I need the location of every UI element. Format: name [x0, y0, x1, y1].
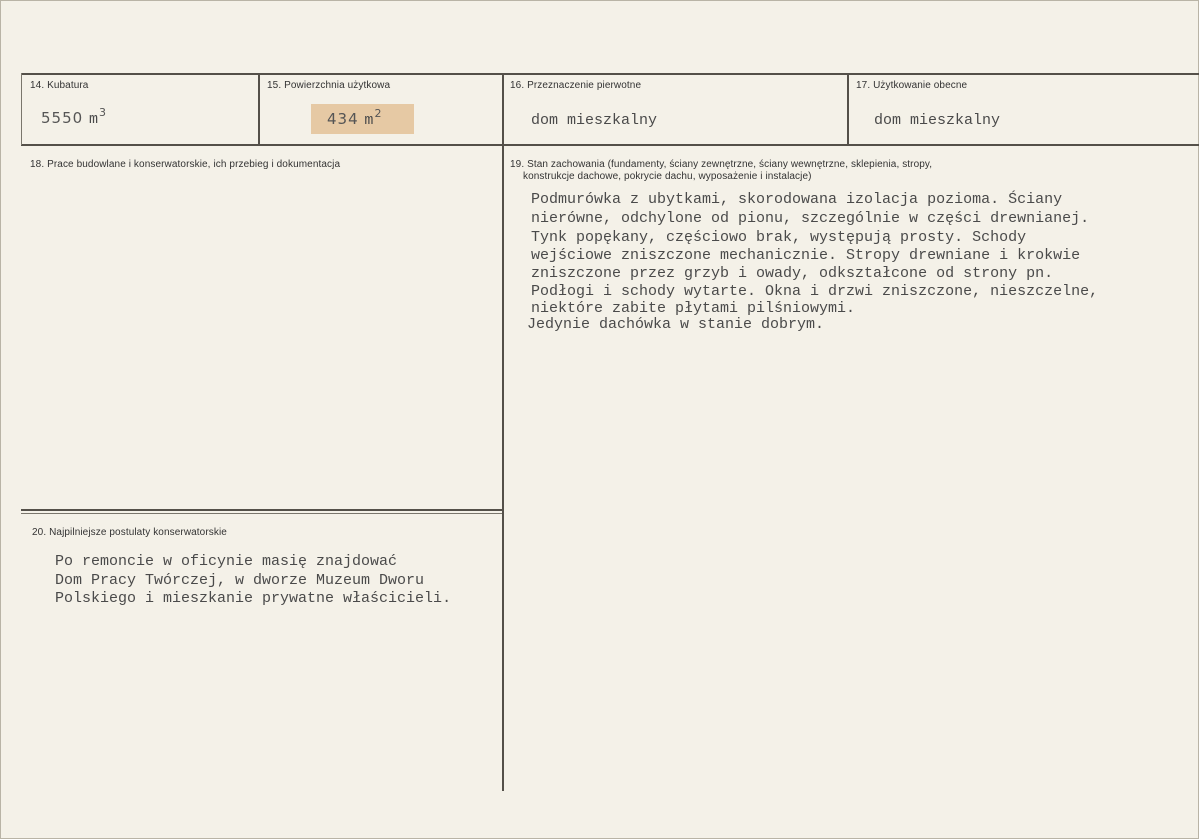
f19-label-line-2: konstrukcje dachowe, pokrycie dachu, wyposażenie i instalacje) [523, 171, 812, 182]
f20-label: 20. Najpilniejsze postulaty konserwatorskie [32, 527, 227, 538]
f20-line: Dom Pracy Twórczej, w dworze Muzeum Dworu [55, 572, 425, 589]
f16-label: 16. Przeznaczenie pierwotne [510, 80, 642, 91]
f19-line: Tynk popękany, częściowo brak, występują prosty. Schody [531, 229, 1027, 246]
f19-line: Podmurówka z ubytkami, skorodowana izolacja pozioma. Ściany [531, 191, 1063, 208]
rule-row1-bottom [21, 144, 1199, 146]
rule-v-16-17 [847, 73, 849, 145]
f18-label: 18. Prace budowlane i konserwatorskie, ich przebieg i dokumentacja [30, 159, 341, 170]
f17-value: dom mieszkalny [874, 112, 1001, 129]
f17-label: 17. Użytkowanie obecne [856, 80, 968, 91]
f19-line: Podłogi i schody wytarte. Okna i drzwi zniszczone, nieszczelne, [531, 283, 1099, 300]
f15-value: 434 $m^2$ [327, 107, 383, 129]
f15-label: 15. Powierzchnia użytkowa [267, 80, 391, 91]
f19-label-line-1: 19. Stan zachowania (fundamenty, ściany zewnętrzne, ściany wewnętrzne, sklepienia, stropy, [510, 159, 933, 170]
f20-line: Po remoncie w oficynie masię znajdować [55, 553, 398, 570]
rule-v-left [21, 73, 22, 145]
f19-line: wejściowe zniszczone mechanicznie. Stropy drewniane i krokwie [531, 247, 1081, 264]
rule-f18-bottom-2 [21, 513, 503, 514]
rule-v-15-16 [502, 73, 504, 791]
rule-v-14-15 [258, 73, 260, 145]
rule-f18-bottom [21, 509, 503, 511]
rule-top [21, 73, 1199, 75]
f15-value-tag [311, 104, 414, 134]
f19-line: Jedynie dachówka w stanie dobrym. [527, 316, 825, 333]
f14-value: 5550 $m^3$ [41, 106, 107, 128]
f14-label: 14. Kubatura [30, 80, 89, 91]
f19-line: niektóre zabite płytami pilśniowymi. [531, 300, 856, 317]
f20-line: Polskiego i mieszkanie prywatne właścicieli. [55, 590, 452, 607]
f19-line: zniszczone przez grzyb i owady, odkształcone od strony pn. [531, 265, 1054, 282]
f16-value: dom mieszkalny [531, 112, 658, 129]
f19-line: nierówne, odchylone od pionu, szczególnie w części drewnianej. [531, 210, 1090, 227]
